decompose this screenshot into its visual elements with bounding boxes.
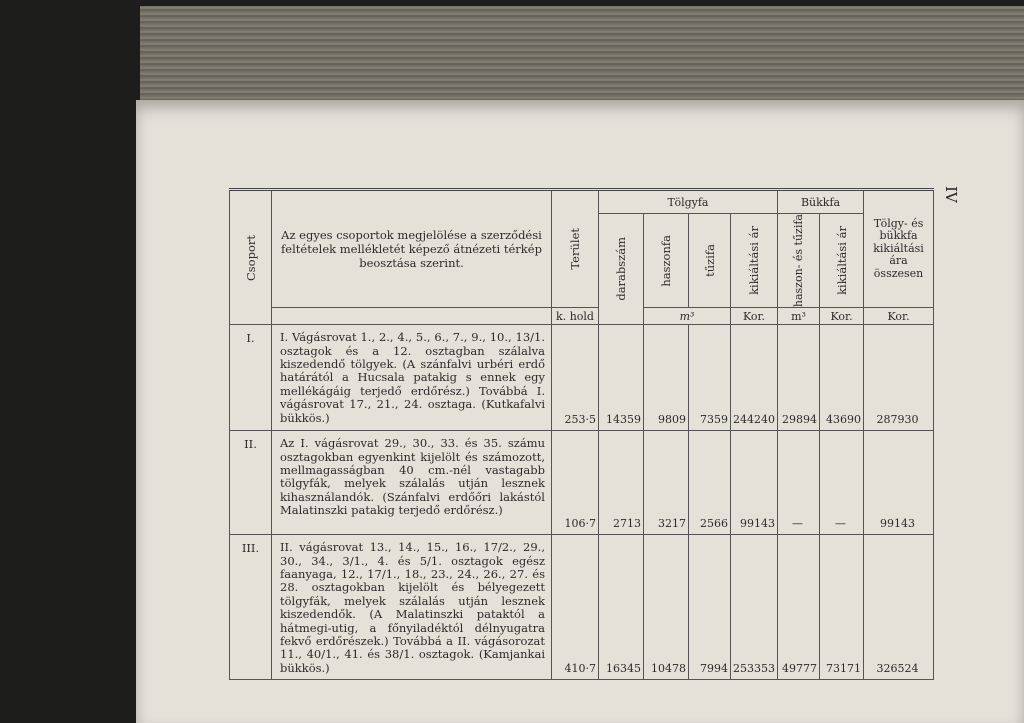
cell-bukk-ar: 73171 [820, 535, 864, 680]
header-bukkfa: Bükkfa [778, 190, 864, 214]
unit-m3-bukk: m³ [778, 308, 820, 325]
cell-darabszam: 14359 [599, 325, 644, 431]
timber-sale-table [229, 188, 934, 680]
unit-kor-3: Kor. [864, 308, 934, 325]
group-label: III. [230, 535, 272, 680]
cell-haszonfa: 9809 [644, 325, 689, 431]
unit-description [272, 308, 552, 325]
table-row [230, 535, 934, 680]
cell-darabszam: 2713 [599, 431, 644, 535]
unit-kor-1: Kor. [731, 308, 778, 325]
header-tolgyfa: Tölgyfa [599, 190, 778, 214]
table-row [230, 431, 934, 535]
group-description: Az I. vágásrovat 29., 30., 33. és 35. számu osztagokban egyenkint kijelölt és számozott, mellmagasságban 40 cm.-nél vastagabb tölgyfák, melyek szálalás utján lesznek kihasználandók. (Szánfalvi erdőőri lakástól Malatinszki patakig terjedő erdőrész.) [272, 431, 552, 535]
cell-tuzifa: 7359 [689, 325, 731, 431]
header-terulet: Terület [552, 190, 599, 308]
cell-bukk-m3: — [778, 431, 820, 535]
header-darabszam: darabszám [599, 214, 644, 325]
cell-total: 326524 [864, 535, 934, 680]
cell-bukk-m3: 29894 [778, 325, 820, 431]
cell-terulet: 106·7 [552, 431, 599, 535]
group-description: I. Vágásrovat 1., 2., 4., 5., 6., 7., 9., 10., 13/1. osztagok és a 12. osztagban szálalva kiszedendő tölgyek. (A szánfalvi urbéri erdő határától a Hucsala patakig s ennek egy mellékágáig terjedő erdőrész.) Továbbá I. vágásrovat 17., 21., 24. osztaga. (Kutkafalvi bükkös.) [272, 325, 552, 431]
cell-total: 287930 [864, 325, 934, 431]
cell-bukk-m3: 49777 [778, 535, 820, 680]
cell-terulet: 253·5 [552, 325, 599, 431]
header-haszonfa: haszonfa [644, 214, 689, 308]
group-description: II. vágásrovat 13., 14., 15., 16., 17/2., 29., 30., 34., 3/1., 4. és 5/1. osztagok egész faanyaga, 12., 17/1., 18., 23., 24., 26., 27. és 28. osztagokban kijelölt és bélyegezett tölgyfák, melyek szálalás utján lesznek kiszedendők. (A Malatinszki pataktól a hátmegi-utig, a főnyiladéktól délnyugatra fekvő erdőrészek.) Továbbá a II. vágásorozat 11., 40/1., 41. és 38/1. osztagok. (Kamjankai bükkös.) [272, 535, 552, 680]
cell-total: 99143 [864, 431, 934, 535]
cell-haszonfa: 3217 [644, 431, 689, 535]
unit-terulet: k. hold [552, 308, 599, 325]
cell-tuzifa: 7994 [689, 535, 731, 680]
cell-bukk-ar: — [820, 431, 864, 535]
cell-kikialtasi-ar: 244240 [731, 325, 778, 431]
cell-kikialtasi-ar: 99143 [731, 431, 778, 535]
group-label: II. [230, 431, 272, 535]
header-tuzifa: tűzifa [689, 214, 731, 308]
page-number: IV [942, 186, 960, 203]
header-haszon-tuzifa: haszon- és tűzifa [778, 214, 820, 308]
cell-darabszam: 16345 [599, 535, 644, 680]
cell-kikialtasi-ar: 253353 [731, 535, 778, 680]
unit-m3: m³ [644, 308, 731, 325]
table-row [230, 325, 934, 431]
book-page-edges [140, 6, 1024, 104]
unit-kor-2: Kor. [820, 308, 864, 325]
header-kikialtasi-ar: kikiáltási ár [731, 214, 778, 308]
header-bukk-kikialtasi-ar: kikiáltási ár [820, 214, 864, 308]
header-total: Tölgy- és bükkfa kikiáltási ára összesen [864, 190, 934, 308]
header-csoport: Csoport [230, 190, 272, 325]
header-description: Az egyes csoportok megjelölése a szerződési feltételek mellékletét képező átnézeti térkép beosztása szerint. [272, 190, 552, 308]
cell-bukk-ar: 43690 [820, 325, 864, 431]
cell-tuzifa: 2566 [689, 431, 731, 535]
cell-haszonfa: 10478 [644, 535, 689, 680]
group-label: I. [230, 325, 272, 431]
cell-terulet: 410·7 [552, 535, 599, 680]
